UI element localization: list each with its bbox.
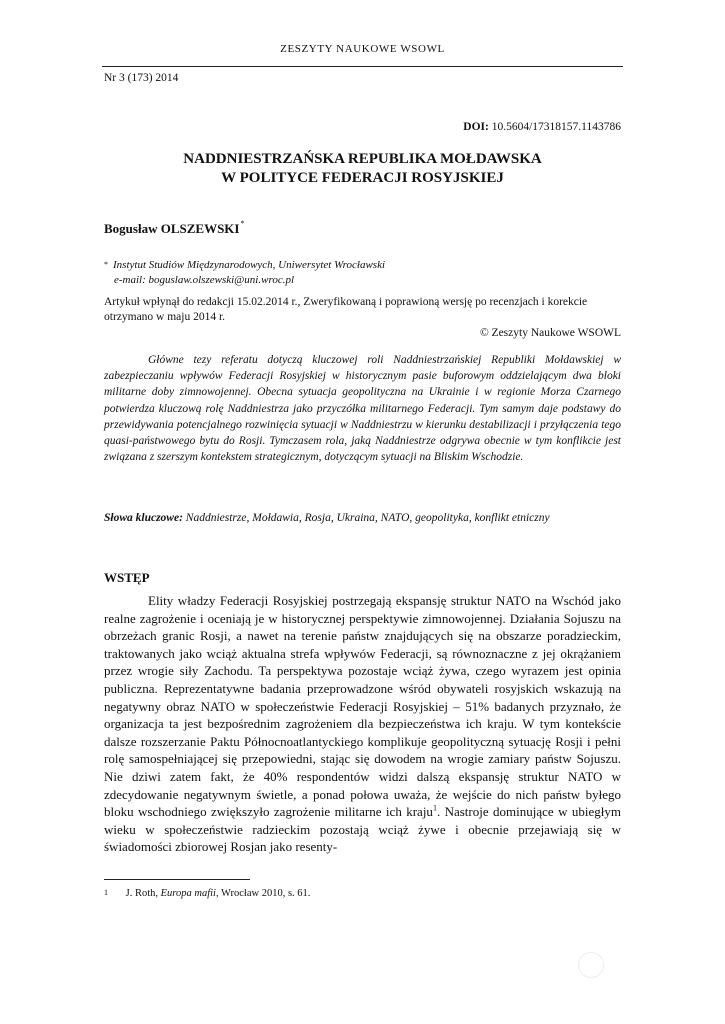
footnote-author: J. Roth, xyxy=(125,888,159,899)
copyright: © Zeszyty Naukowe WSOWL xyxy=(479,327,621,339)
author-last-name: OLSZEWSKI xyxy=(160,221,240,236)
affiliation-mark: * xyxy=(104,260,108,269)
doi-value[interactable]: 10.5604/17318157.1143786 xyxy=(491,121,621,133)
received-note: Artykuł wpłynął do redakcji 15.02.2014 r., Zweryfikowaną i poprawioną wersję po recenzjach i korekcie otrzymano w maju 2014 r. xyxy=(104,296,588,323)
body-text-continued: . Nastroje dominujące w ubiegłym wieku w społeczeństwie radzieckim pozostają wciąż żywe i obecnie przejawiają się w świadomości zbiorowej Rosjan jako resenty- xyxy=(104,804,621,855)
journal-title: ZESZYTY NAUKOWE WSOWL xyxy=(280,43,445,55)
section-heading: WSTĘP xyxy=(104,570,150,585)
doi xyxy=(463,121,621,133)
footnote-number: 1 xyxy=(104,888,108,897)
footnote-divider xyxy=(104,879,250,880)
doi-label: DOI: xyxy=(463,121,489,133)
article-title xyxy=(104,150,621,188)
issue-number: Nr 3 (173) 2014 xyxy=(104,72,179,84)
footnote-title: Europa mafii xyxy=(160,888,216,899)
article-title-line-2: W POLITYCE FEDERACJI ROSYJSKIEJ xyxy=(221,170,504,186)
header-divider xyxy=(102,66,623,67)
abstract: Główne tezy referatu dotyczą kluczowej roli Naddniestrzańskiej Republiki Mołdawskiej w zabezpieczaniu wpływów Federacji Rosyjskiej w historycznym pasie buforowym oddzielającym dwa bloki militarne doby zimnowojennej. Obecna sytuacja geopolityczna na Ukrainie i w regionie Morza Czarnego potwierdza kluczową rolę Naddniestrza jako przyczółka militarnego Federacji. Tym samym daje podstawy do przewidywania potencjalnego rozwinięcia sytuacji w Naddniestrzu w kierunku destabilizacji i przyłączenia tego quasi-państwowego bytu do Rosji. Tymczasem rola, jaką Naddniestrze odgrywa obecnie w tym konflikcie jest związana z szerszym kontekstem strategicznym, dotyczącym sytuacji na Bliskim Wschodzie. xyxy=(104,354,621,464)
keywords-list: Naddniestrze, Mołdawia, Rosja, Ukraina, NATO, geopolityka, konflikt etniczny xyxy=(185,512,550,524)
affiliation-institute: Instytut Studiów Międzynarodowych, Uniwersytet Wrocławski xyxy=(113,259,386,271)
watermark-icon xyxy=(578,952,604,978)
footnote-reference[interactable]: 1 xyxy=(432,803,437,813)
article-title-line-1: NADDNIESTRZAŃSKA REPUBLIKA MOŁDAWSKA xyxy=(183,151,542,167)
footnote-rest: , Wrocław 2010, s. 61. xyxy=(215,888,311,899)
author-first-name: Bogusław xyxy=(104,221,158,236)
footnote xyxy=(104,888,310,899)
keywords-label: Słowa kluczowe: xyxy=(104,512,183,524)
body-text-main: Elity władzy Federacji Rosyjskiej postrzegają ekspansję struktur NATO na Wschód jako realne zagrożenie i oceniają je w historycznej perspektywie zimnowojennej. Działania Sojuszu na obrzeżach granic Rosji, a nawet na terenie państw znajdujących się na obszarze poradzieckim, traktowanych jako wciąż aktualna strefa wpływów Federacji, są równoznaczne z jej okrążaniem przez wrogie siły Zachodu. Ta perspektywa pozostaje wciąż żywa, czego wyrazem jest opinia publiczna. Reprezentatywne badania przeprowadzone wśród obywateli rosyjskich wskazują na negatywny obraz NATO w społeczeństwie Federacji Rosyjskiej – 51% badanych przyznało, że organizacja ta jest bezpośrednim zagrożeniem dla bezpieczeństwa ich kraju. W tym kontekście dalsze rozszerzanie Paktu Północnoatlantyckiego komplikuje geopolityczną sytuację Rosji i pełni rolę samospełniającej się przepowiedni, stając się dowodem na wrogie zamiary państw Sojuszu. Nie dziwi zatem fakt, że 40% respondentów widzi dalszą ekspansję struktur NATO w zdecydowanie negatywnym świetle, a ponad połowa uważa, że wejście do nich państw byłego bloku wschodniego zwiększyło zagrożenie militarne ich kraju xyxy=(104,593,621,820)
keywords xyxy=(104,512,621,524)
author xyxy=(104,221,244,237)
body-paragraph xyxy=(104,592,621,856)
author-footnote-mark: * xyxy=(240,219,245,228)
author-email[interactable]: e-mail: boguslaw.olszewski@uni.wroc.pl xyxy=(114,273,295,286)
affiliation xyxy=(104,258,385,287)
